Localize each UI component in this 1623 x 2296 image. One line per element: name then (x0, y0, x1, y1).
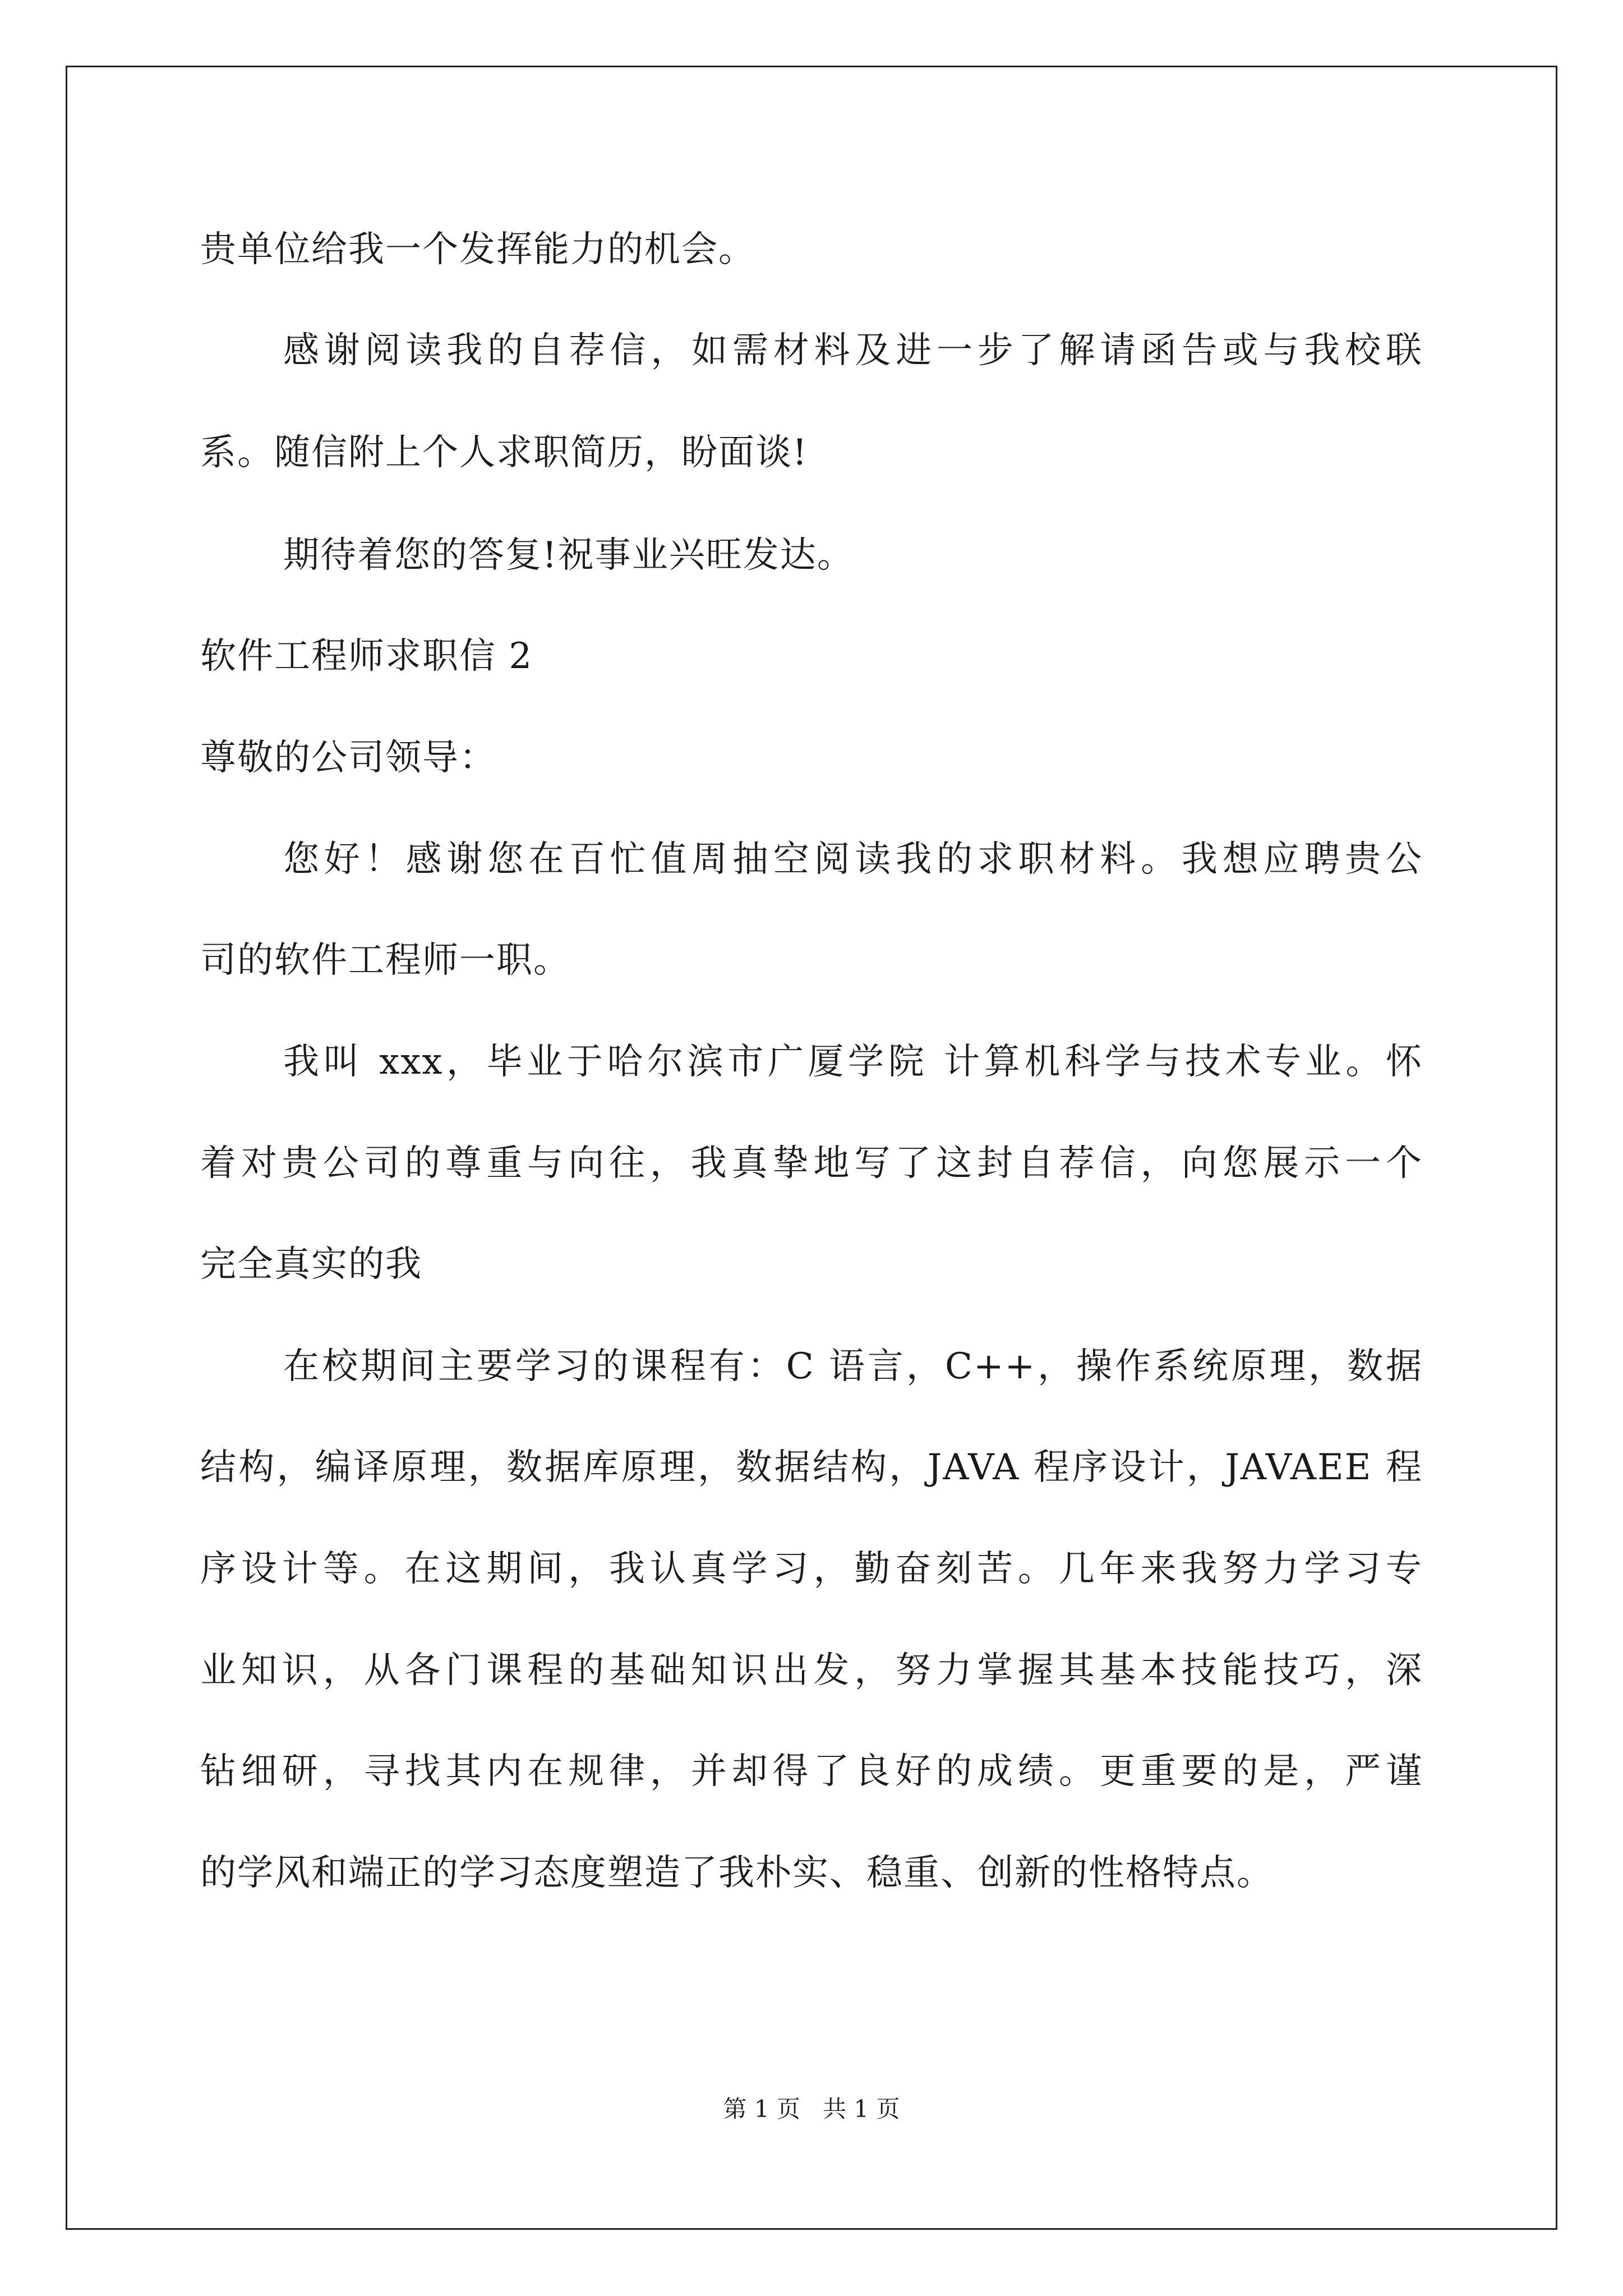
body-line: 司的软件工程师一职。 (200, 940, 570, 981)
page-footer: 第 1 页 共 1 页 (723, 2095, 900, 2123)
body-line: 着对贵公司的尊重与向往，我真挚地写了这封自荐信，向您展示一个 (200, 1143, 1423, 1184)
body-line: 期待着您的答复!祝事业兴旺发达。 (283, 535, 854, 576)
salutation: 尊敬的公司领导： (200, 737, 496, 779)
body-line: 业知识，从各门课程的基础知识出发，努力掌握其基本技能技巧，深 (200, 1650, 1423, 1691)
body-line: 钻细研，寻找其内在规律，并却得了良好的成绩。更重要的是，严谨 (200, 1751, 1423, 1792)
body-line: 完全真实的我 (200, 1244, 422, 1285)
section-heading: 软件工程师求职信 2 (200, 636, 533, 677)
body-line: 的学风和端正的学习态度塑造了我朴实、稳重、创新的性格特点。 (200, 1852, 1274, 1894)
body-line: 系。随信附上个人求职简历，盼面谈! (200, 432, 808, 473)
body-line: 序设计等。在这期间，我认真学习，勤奋刻苦。几年来我努力学习专 (200, 1548, 1423, 1590)
body-line: 结构，编译原理，数据库原理，数据结构，JAVA 程序设计，JAVAEE 程 (200, 1447, 1423, 1488)
body-line: 在校期间主要学习的课程有：C 语言，C++，操作系统原理，数据 (283, 1346, 1423, 1387)
body-line: 贵单位给我一个发挥能力的机会。 (200, 229, 755, 270)
body-line: 感谢阅读我的自荐信，如需材料及进一步了解请函告或与我校联 (283, 330, 1423, 371)
body-line: 我叫 xxx，毕业于哈尔滨市广厦学院 计算机科学与技术专业。怀 (283, 1041, 1423, 1083)
body-line: 您好！感谢您在百忙值周抽空阅读我的求职材料。我想应聘贵公 (283, 839, 1423, 880)
